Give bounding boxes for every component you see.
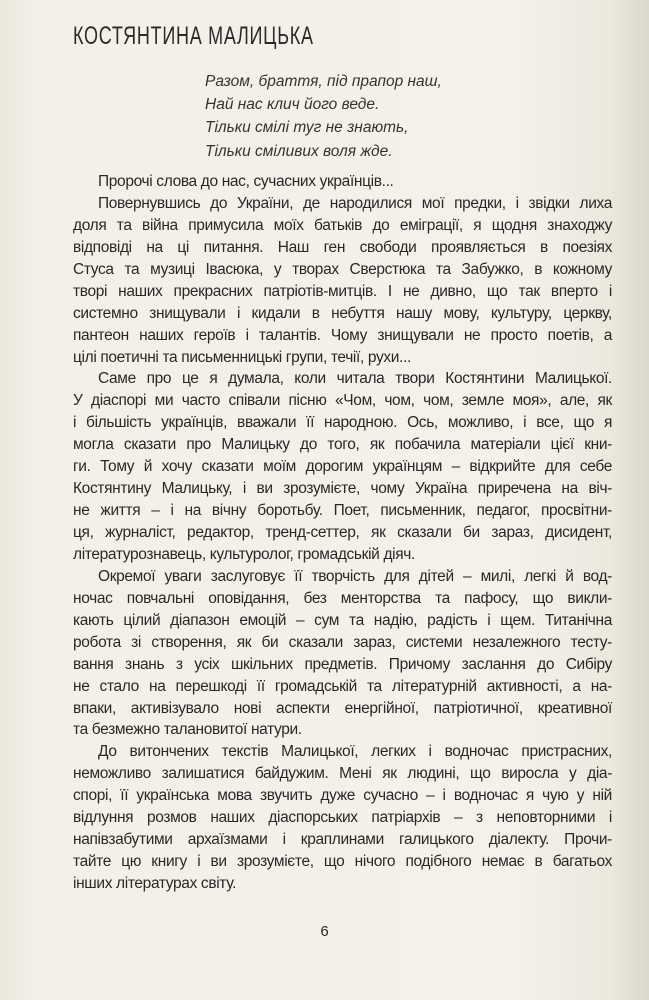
text-line: До витончених текстів Малицької, легких і водночас пристрасних, (98, 743, 612, 761)
text-line: неможливо залишатися байдужим. Мені як людині, що виросла у діа- (73, 765, 612, 783)
text-line: та безмежно талановитої натури. (73, 721, 302, 739)
text-line: Окремої уваги заслуговує її творчість для дітей – милі, легкі й вод- (98, 567, 612, 585)
text-line: літературознавець, культуролог, громадській діяч. (73, 545, 415, 563)
text-line: вання знань з усіх шкільних предметів. Причому заслання до Сибіру (73, 655, 612, 673)
text-line: інших літературах світу. (73, 875, 237, 892)
text-line: не стало на перешкоді її громадській та літературній активності, а на- (73, 677, 612, 695)
page-header-author: КОСТЯНТИНА МАЛИЦЬКА (73, 22, 314, 50)
text-line: цілі поетичні та письменницькі групи, течії, рухи... (73, 348, 411, 366)
text-line: творі наших прекрасних патріотів-митців. І не дивно, що так вперто і (73, 282, 612, 300)
text-line: ги. Тому й хочу сказати моїм дорогим українцям – відкрийте для себе (73, 458, 612, 476)
epigraph-poem (205, 70, 442, 163)
text-line: напівзабутими архаїзмами і краплинами галицького діалекту. Прочи- (73, 831, 612, 849)
text-line: кають цілий діапазон емоцій – сум та надію, радість і щем. Титанічна (73, 611, 612, 629)
text-line: відповіді на ці питання. Наш ген свободи проявляється в поезіях (73, 238, 612, 256)
text-line: могла сказати про Малицьку до того, як побачила матеріали цієї кни- (73, 436, 612, 454)
text-line: доля та війна примусила моїх батьків до еміграції, я щодня знаходжу (73, 216, 612, 234)
body-text (73, 171, 612, 895)
poem-line: Тільки сміливих воля жде. (205, 142, 393, 160)
text-line: і більшість українців, вважали її народною. Ось, можливо, і все, що я (73, 414, 612, 432)
text-line: ця, журналіст, редактор, тренд-сеттер, як сказали би зараз, дисидент, (73, 524, 612, 541)
text-line: тайте цю книгу і ви зрозумієте, що нічого подібного немає в багатьох (73, 853, 612, 871)
poem-line: Най нас клич його веде. (205, 96, 380, 114)
text-line: спорі, її українська мова звучить дуже сучасно – і водночас я чую у ній (73, 787, 612, 805)
poem-line: Разом, браття, під прапор наш, (205, 73, 442, 90)
page-number: 6 (320, 923, 329, 940)
text-line: У діаспорі ми часто співали пісню «Чом, чом, чом, земле моя», але, як (73, 392, 612, 410)
text-line: Пророчі слова до нас, сучасних українців... (98, 173, 394, 190)
text-line: впаки, активізувало нові аспекти енергійної, патріотичної, креативної (73, 699, 612, 717)
text-line: Стуса та музиці Івасюка, у творах Сверстюка та Забужко, в кожному (73, 260, 612, 278)
text-line: робота зі створення, як би сказали зараз, системи незалежного тесту- (73, 633, 612, 651)
text-line: системно знищували і кидали в небуття нашу мову, культуру, церкву, (73, 304, 612, 322)
text-line: пантеон наших героїв і талантів. Чому знищували не просто поетів, а (73, 326, 612, 344)
poem-line: Тільки смілі туг не знають, (205, 119, 409, 137)
text-line: Костянтину Малицьку, і ви зрозумієте, чому Україна приречена на віч- (73, 480, 612, 498)
text-line: ночас повчальні оповідання, без менторства та пафосу, що викли- (73, 589, 612, 607)
text-line: відлуння розмов наших діаспорських патріархів – з неповторними і (73, 809, 612, 827)
text-line: Саме про це я думала, коли читала твори Костянтини Малицької. (98, 370, 612, 388)
text-line: Повернувшись до України, де народилися мої предки, і звідки лиха (98, 194, 612, 212)
text-line: не життя – і на вічну боротьбу. Поет, письменник, педагог, просвітни- (73, 502, 612, 520)
